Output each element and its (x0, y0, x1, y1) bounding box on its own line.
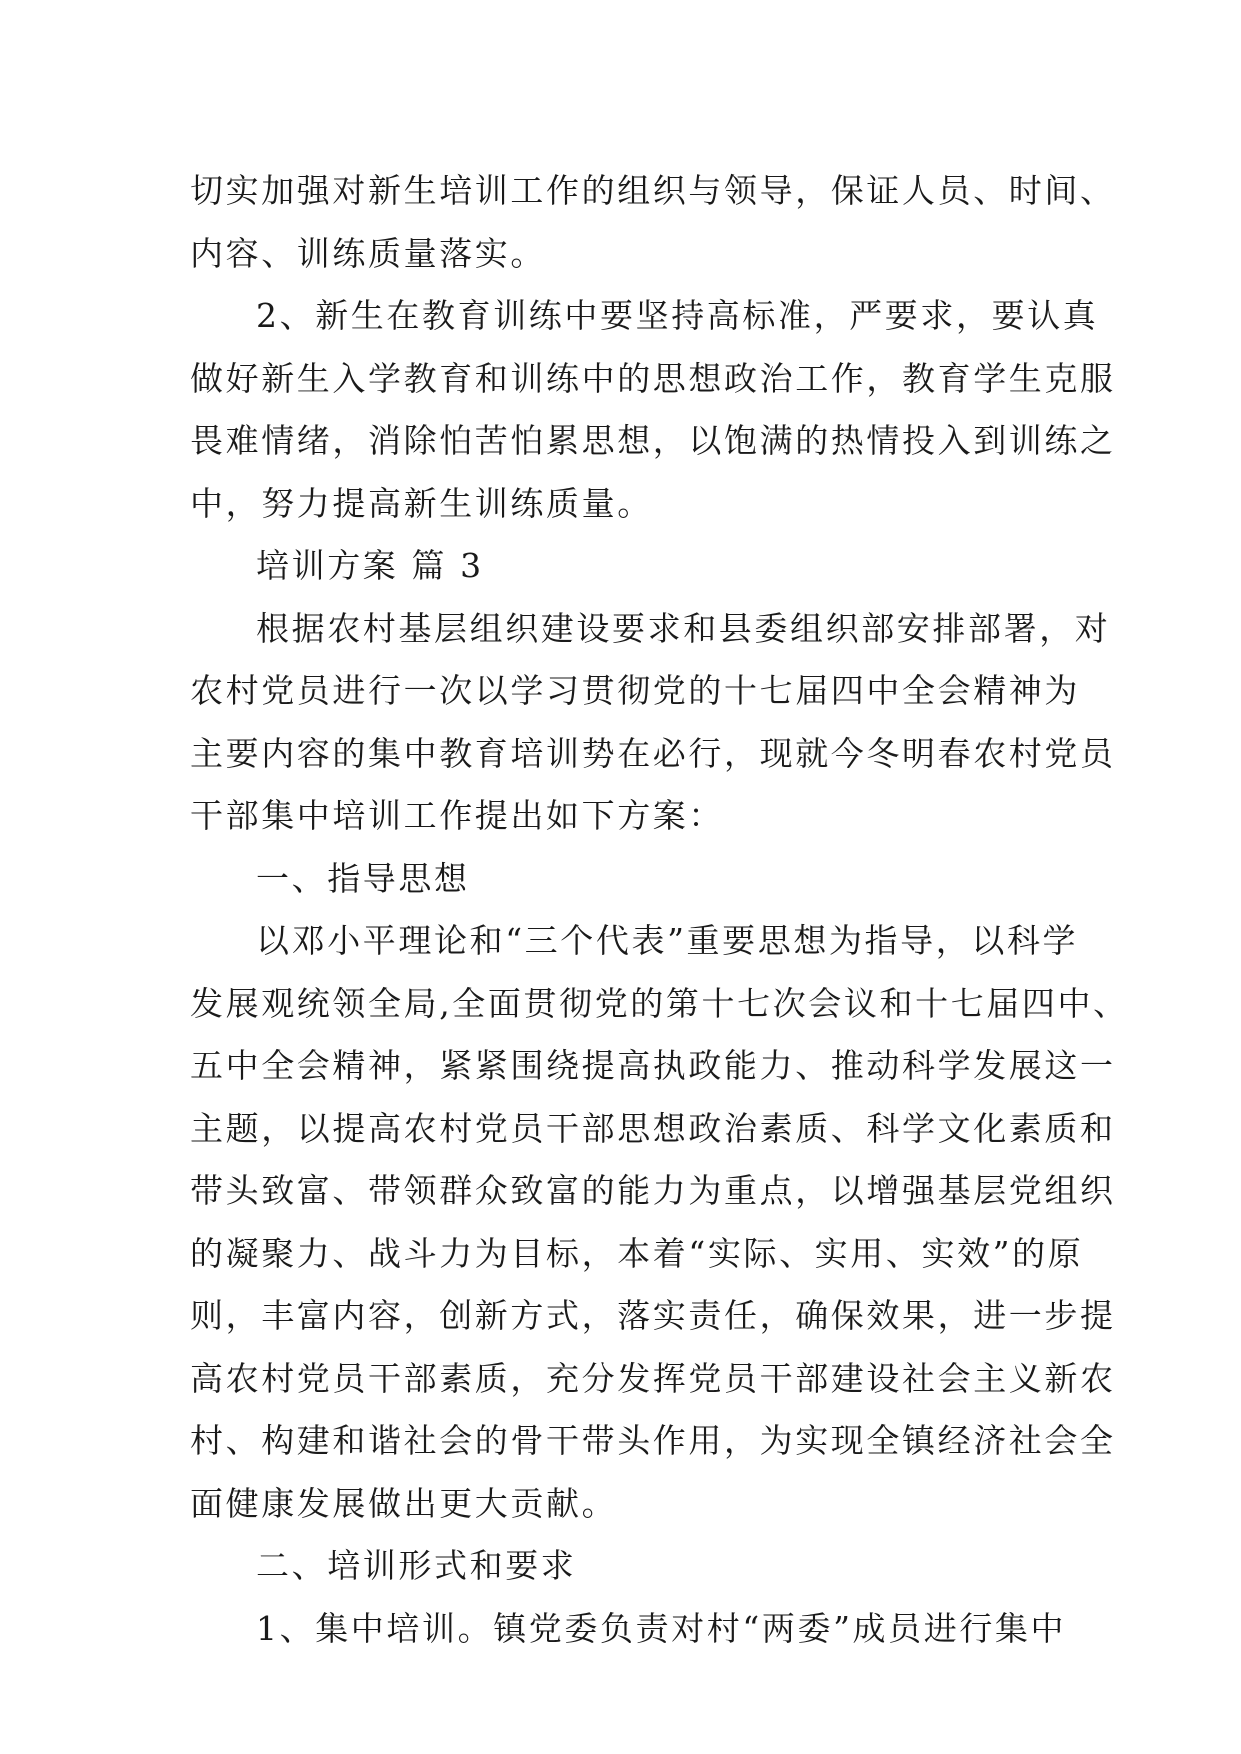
text-line: 做好新生入学教育和训练中的思想政治工作，教育学生克服 (190, 358, 1116, 398)
text-line: 主要内容的集中教育培训势在必行，现就今冬明春农村党员 (190, 733, 1116, 773)
text-line: 切实加强对新生培训工作的组织与领导，保证人员、时间、 (190, 171, 1116, 210)
text-line: 内容、训练质量落实。 (190, 233, 546, 273)
text-line: 发展观统领全局,全面贯彻党的第十七次会议和十七届四中、 (190, 983, 1129, 1023)
text-line: 中，努力提高新生训练质量。 (190, 483, 653, 523)
paragraph-start-line: 1、集中培训。镇党委负责对村“两委”成员进行集中 (256, 1608, 1067, 1648)
section-heading: 一、指导思想 (256, 858, 470, 898)
text-line: 畏难情绪，消除怕苦怕累思想，以饱满的热情投入到训练之 (190, 421, 1116, 460)
section-heading: 培训方案 篇 3 (256, 546, 484, 585)
document-body (190, 160, 1129, 1660)
text-line: 带头致富、带领群众致富的能力为重点，以增强基层党组织 (190, 1171, 1116, 1210)
text-line: 主题，以提高农村党员干部思想政治素质、科学文化素质和 (190, 1108, 1116, 1148)
text-line: 则，丰富内容，创新方式，落实责任，确保效果，进一步提 (190, 1296, 1116, 1335)
text-line: 的凝聚力、战斗力为目标，本着“实际、实用、实效”的原 (190, 1233, 1084, 1273)
paragraph-start-line: 根据农村基层组织建设要求和县委组织部安排部署，对 (256, 608, 1111, 648)
paragraph-start-line: 2、新生在教育训练中要坚持高标准，严要求，要认真 (256, 296, 1099, 335)
text-line: 面健康发展做出更大贡献。 (190, 1483, 618, 1523)
section-heading: 二、培训形式和要求 (256, 1546, 577, 1585)
text-line: 农村党员进行一次以学习贯彻党的十七届四中全会精神为 (190, 671, 1080, 710)
text-line: 干部集中培训工作提出如下方案： (190, 796, 724, 835)
text-line: 高农村党员干部素质，充分发挥党员干部建设社会主义新农 (190, 1358, 1116, 1398)
paragraph-start-line: 以邓小平理论和“三个代表”重要思想为指导，以科学 (256, 921, 1079, 960)
text-line: 村、构建和谐社会的骨干带头作用，为实现全镇经济社会全 (190, 1421, 1116, 1460)
text-line: 五中全会精神，紧紧围绕提高执政能力、推动科学发展这一 (190, 1046, 1116, 1085)
